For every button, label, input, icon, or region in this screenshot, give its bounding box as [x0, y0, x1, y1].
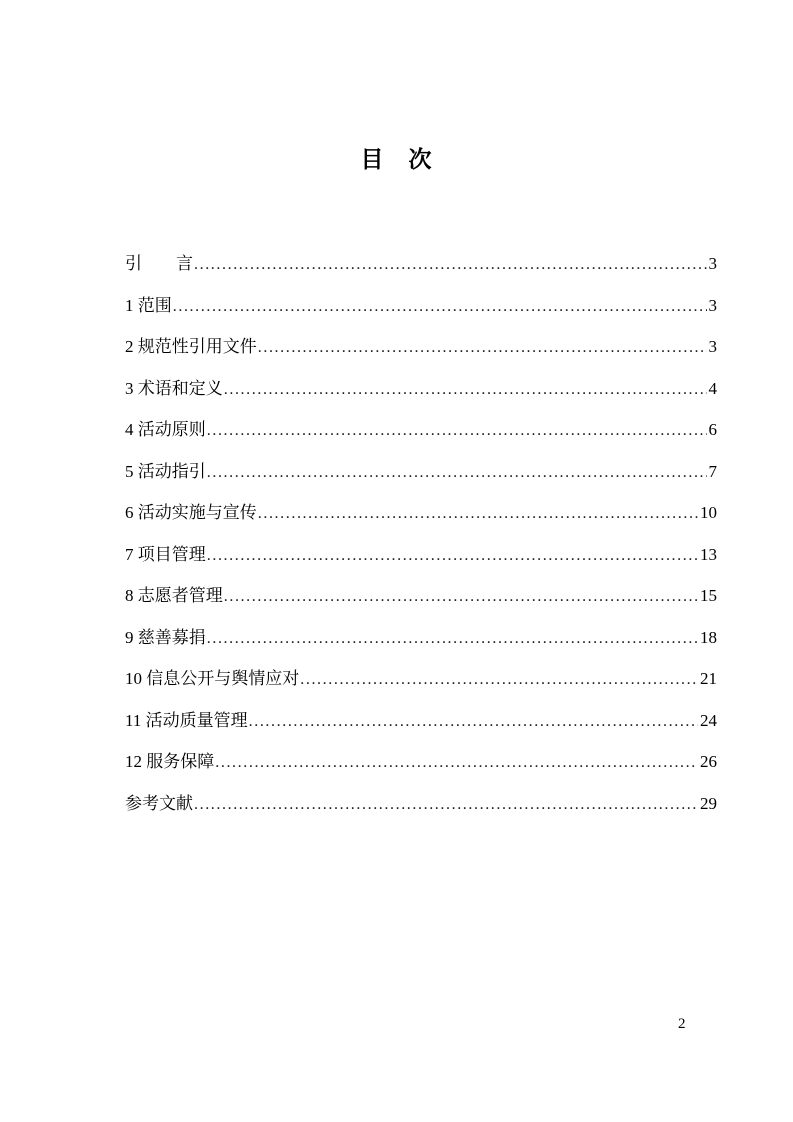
toc-entry-label: 7 项目管理 [125, 544, 206, 564]
toc-dot-leader [249, 710, 698, 732]
toc-entry-page-number: 13 [700, 544, 717, 564]
toc-dot-leader [173, 295, 707, 317]
toc-entry-page-number: 29 [700, 793, 717, 813]
table-of-contents [125, 253, 717, 834]
toc-entry-label: 3 术语和定义 [125, 378, 223, 398]
toc-entry-label: 5 活动指引 [125, 461, 206, 481]
toc-entry-page-number: 18 [700, 627, 717, 647]
toc-entry-label: 1 范围 [125, 295, 172, 315]
toc-entry-label: 11 活动质量管理 [125, 710, 248, 730]
toc-entry[interactable] [125, 295, 717, 337]
toc-dot-leader [194, 253, 707, 275]
toc-entry-label: 12 服务保障 [125, 752, 215, 771]
toc-dot-leader [300, 668, 698, 690]
toc-entry-page-number: 7 [708, 461, 717, 481]
toc-entry-page-number: 3 [708, 337, 717, 356]
toc-entry-page-number: 3 [708, 295, 717, 315]
toc-entry-label: 2 规范性引用文件 [125, 337, 257, 356]
toc-entry-label: 参考文献 [125, 793, 193, 813]
toc-entry-label: 10 信息公开与舆情应对 [125, 669, 300, 688]
toc-entry[interactable] [125, 461, 717, 503]
toc-dot-leader [207, 627, 698, 649]
toc-dot-leader [207, 419, 707, 441]
toc-entry-page-number: 15 [700, 586, 717, 605]
toc-entry[interactable] [125, 627, 717, 669]
toc-dot-leader [207, 544, 698, 566]
toc-entry-page-number: 6 [708, 420, 717, 439]
toc-dot-leader [207, 461, 707, 483]
toc-entry[interactable] [125, 668, 717, 710]
toc-entry[interactable] [125, 710, 717, 752]
toc-dot-leader [258, 502, 698, 524]
toc-entry-label: 8 志愿者管理 [125, 586, 223, 605]
toc-dot-leader [224, 378, 707, 400]
toc-dot-leader [258, 336, 707, 358]
toc-entry[interactable] [125, 502, 717, 544]
toc-dot-leader [224, 585, 698, 607]
toc-entry-page-number: 4 [708, 378, 717, 398]
toc-entry-page-number: 21 [700, 669, 717, 688]
footer-page-number: 2 [678, 1016, 686, 1032]
toc-entry-page-number: 24 [700, 710, 717, 730]
toc-entry-label: 6 活动实施与宣传 [125, 503, 257, 522]
toc-entry-page-number: 26 [700, 752, 717, 771]
toc-entry[interactable] [125, 253, 717, 295]
toc-entry-label: 9 慈善募捐 [125, 627, 206, 647]
toc-entry[interactable] [125, 544, 717, 586]
toc-entry[interactable] [125, 793, 717, 835]
toc-entry[interactable] [125, 378, 717, 420]
page-title: 目 次 [360, 147, 433, 172]
toc-entry[interactable] [125, 585, 717, 627]
toc-entry-page-number: 10 [700, 503, 717, 522]
toc-dot-leader [215, 751, 698, 773]
toc-entry[interactable] [125, 751, 717, 793]
toc-entry-page-number: 3 [708, 254, 717, 273]
toc-entry-label: 引 言 [125, 254, 193, 273]
toc-entry-label: 4 活动原则 [125, 420, 206, 439]
toc-entry[interactable] [125, 336, 717, 378]
toc-entry[interactable] [125, 419, 717, 461]
toc-dot-leader [194, 793, 698, 815]
